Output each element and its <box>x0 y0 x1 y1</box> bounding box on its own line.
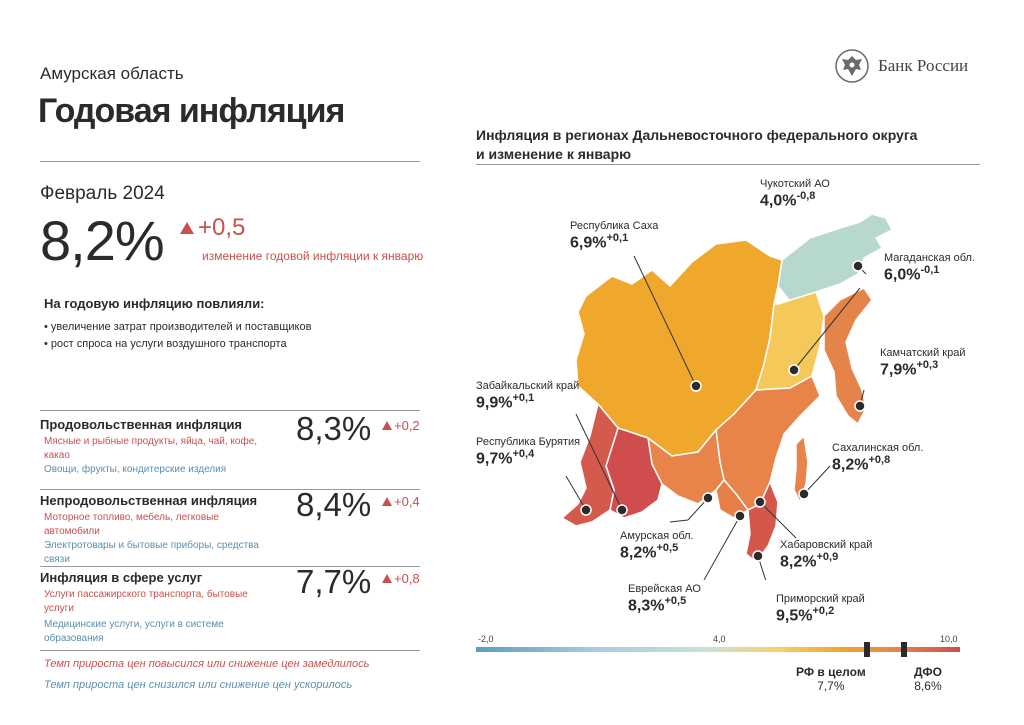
region-label-sakha <box>570 220 658 252</box>
bank-logo <box>834 48 968 84</box>
region-name: Чукотский АО <box>760 178 830 190</box>
annual-inflation-value: 8,2% <box>40 209 164 272</box>
region-value: 9,9%$^{+0,1}$ <box>476 392 535 412</box>
map-title-line1: Инфляция в регионах Дальневосточного федерального округа <box>476 127 918 143</box>
category-delta-value: +0,8 <box>394 571 420 586</box>
region-label-jewish-ao <box>628 583 701 615</box>
region-name: Приморский край <box>776 593 865 605</box>
page-title: Годовая инфляция <box>38 92 345 130</box>
rf-marker <box>864 642 870 657</box>
category-title: Продовольственная инфляция <box>40 417 243 432</box>
category-red-note: Услуги пассажирского транспорта, бытовые услуги <box>44 589 248 614</box>
region-label-chukotka <box>760 178 830 210</box>
scale-min-label: -2,0 <box>478 634 494 644</box>
region-name: Амурская область <box>40 64 184 83</box>
eagle-emblem-icon <box>834 48 870 84</box>
map-title-line2: и изменение к январю <box>476 146 632 162</box>
dfo-marker <box>901 642 907 657</box>
region-dot <box>789 365 799 375</box>
region-dot <box>703 493 713 503</box>
category-title: Инфляция в сфере услуг <box>40 570 203 585</box>
region-label-kamchatka <box>880 347 965 379</box>
region-name: Республика Бурятия <box>476 436 581 448</box>
delta-note: изменение годовой инфляции к январю <box>202 249 424 263</box>
dfo-label-text: ДФО <box>914 665 942 679</box>
region-name: Республика Саха <box>570 220 659 232</box>
region-dot <box>853 261 863 271</box>
region-value: 8,2%$^{+0,5}$ <box>620 542 679 562</box>
region-dot <box>581 505 591 515</box>
annual-inflation-delta <box>180 214 245 242</box>
bank-name: Банк России <box>878 56 969 75</box>
region-name: Забайкальский край <box>476 380 580 392</box>
region-name: Сахалинская обл. <box>832 442 924 454</box>
period-label: Февраль 2024 <box>40 183 165 204</box>
category-red-note: Моторное топливо, мебель, легковые автомобили <box>44 512 219 537</box>
up-triangle-icon <box>382 497 392 506</box>
category-value: 8,3% <box>296 410 372 447</box>
up-triangle-icon <box>382 574 392 583</box>
category-blue-note: Медицинские услуги, услуги в системе образования <box>44 619 224 644</box>
factors-heading: На годовую инфляцию повлияли: <box>44 296 265 311</box>
region-dot <box>855 401 865 411</box>
divider <box>40 161 420 162</box>
region-name: Камчатский край <box>880 347 966 359</box>
category-delta <box>382 571 420 586</box>
category-blue-note: Овощи, фрукты, кондитерские изделия <box>44 464 227 475</box>
up-triangle-icon <box>382 421 392 430</box>
region-label-zabaykalsky <box>476 380 579 412</box>
region-value: 4,0%$^{-0,8}$ <box>760 190 816 210</box>
scale-max-label: 10,0 <box>940 634 958 644</box>
category-delta-value: +0,4 <box>394 494 420 509</box>
dfo-value: 8,6% <box>914 679 942 693</box>
region-dot <box>617 505 627 515</box>
scale-mid-label: 4,0 <box>713 634 726 644</box>
region-dot <box>691 381 701 391</box>
rf-label-text: РФ в целом <box>796 665 866 679</box>
region-dot <box>755 497 765 507</box>
region-dot <box>735 511 745 521</box>
delta-value: +0,5 <box>198 214 246 241</box>
category-delta <box>382 494 420 509</box>
region-label-magadan <box>884 252 975 284</box>
region-value: 8,2%$^{+0,9}$ <box>780 551 839 571</box>
category-delta-value: +0,2 <box>394 418 420 433</box>
rf-value: 7,7% <box>817 679 845 693</box>
region-name: Амурская обл. <box>620 530 694 542</box>
category-title: Непродовольственная инфляция <box>40 493 258 508</box>
region-value: 6,9%$^{+0,1}$ <box>570 232 629 252</box>
region-label-buryatia <box>476 436 580 468</box>
region-name: Хабаровский край <box>780 539 873 551</box>
category-value: 7,7% <box>296 563 372 600</box>
region-value: 8,2%$^{+0,8}$ <box>832 454 891 474</box>
category-red-note: Мясные и рыбные продукты, яйца, чай, кофе, какао <box>44 436 258 461</box>
region-value: 8,3%$^{+0,5}$ <box>628 595 687 615</box>
category-value: 8,4% <box>296 486 372 523</box>
dfo-label <box>914 665 942 693</box>
divider <box>476 164 980 165</box>
region-label-amur <box>620 530 694 562</box>
leader-line <box>704 516 740 580</box>
region-label-khabarovsk <box>780 539 872 571</box>
region-value: 7,9%$^{+0,3}$ <box>880 359 939 379</box>
region-dot <box>753 551 763 561</box>
region-label-sakhalin <box>832 442 923 474</box>
leader-line <box>670 520 688 522</box>
color-scale-bar <box>476 647 960 652</box>
legend-blue: Темп прироста цен снизился или снижение цен ускорилось <box>44 679 353 691</box>
map-title <box>476 126 917 164</box>
legend-red: Темп прироста цен повысился или снижение цен замедлилось <box>44 658 370 670</box>
region-value: 6,0%$^{-0,1}$ <box>884 264 940 284</box>
region-value: 9,7%$^{+0,4}$ <box>476 448 535 468</box>
region-name: Магаданская обл. <box>884 252 975 264</box>
region-value: 9,5%$^{+0,2}$ <box>776 605 835 625</box>
up-triangle-icon <box>180 222 194 234</box>
rf-label <box>796 665 866 693</box>
region-name: Еврейская АО <box>628 583 701 595</box>
factor-item: • рост спроса на услуги воздушного транспорта <box>44 338 287 350</box>
region-dot <box>799 489 809 499</box>
category-blue-note: Электротовары и бытовые приборы, средства связи <box>44 540 259 565</box>
region-label-primorsky <box>776 593 865 625</box>
factor-item: • увеличение затрат производителей и поставщиков <box>44 321 312 333</box>
category-delta <box>382 418 420 433</box>
region-chukotka[interactable] <box>778 214 892 304</box>
divider <box>40 650 420 651</box>
